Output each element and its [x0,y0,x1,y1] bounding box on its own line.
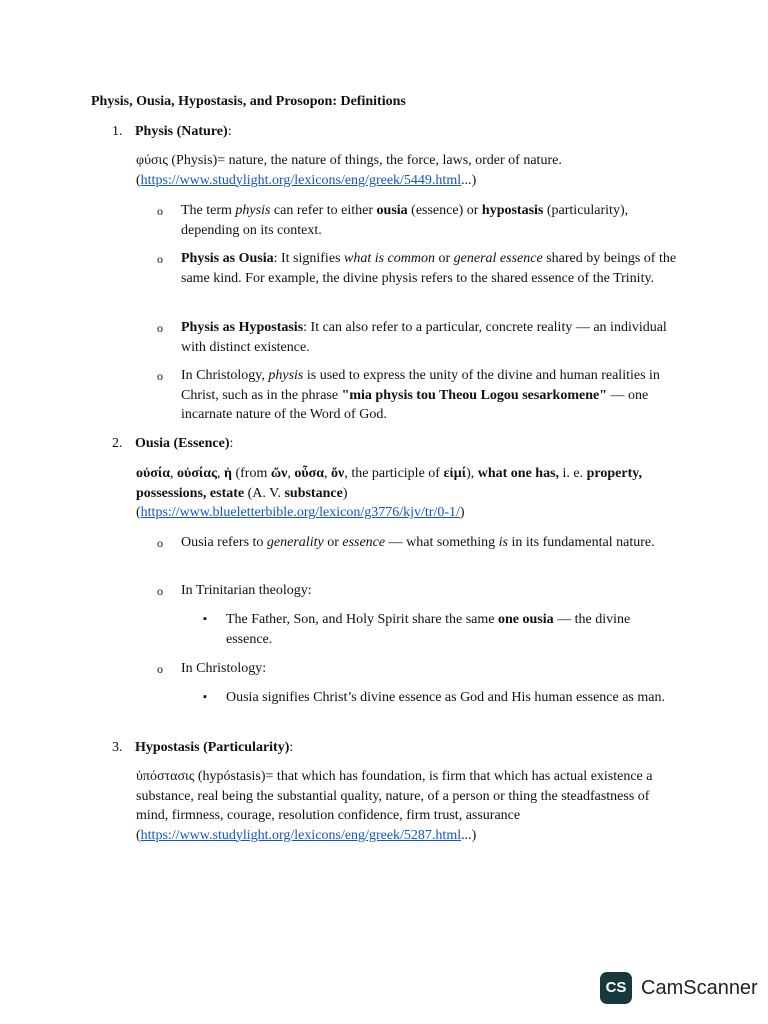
section-number: 3. [112,740,123,755]
blueletterbible-link-g3776[interactable]: https://www.blueletterbible.org/lexicon/g3776/kjv/tr/0-1/ [140,505,460,520]
circle-bullet-icon: o [157,369,163,383]
circle-bullet-icon: o [157,662,163,676]
document-page: Physis, Ousia, Hypostasis, and Prosopon: Definitions 1. Physis (Nature): φύσις (Physis)= nature, the nature of things, the force, laws, order of nature. (https://www.studylight.org/lexicons/eng/greek/5449.html...) o The term physis can refer to either ousia (essence) or hypostasis (particularity), depending on its context. o Physis as Ousia: It signifies what is common or general essence shared by beings of the same kind. For example, the divine physis refers to the shared essence of the Trinity. o Physis as Hypostasis: It can also refer to a particular, concrete reality — an individual with distinct existence. o In Christology, physis is used to express the unity of the divine and human realities in Christ, such as in the phrase "mia physis tou Theou Logou sesarkomene" — one incarnate nature of the Word of God. 2. Ousia (Essence): οὐσία, οὐσίας, ἡ (from ὤν, οὖσα, ὄν, the participle of εἰμί), what one has, i. e. property, possessions, estate (A. V. substance) (https://www.blueletterbible.org/lexicon/g3776/kjv/tr/0-1/) o Ousia refers to generality or essence — what something is in its fundamental nature. o In Trinitarian theology: ▪ The Father, Son, and Holy Spirit share the same one ousia — the divine essence. o In Christology: ▪ Ousia signifies Christ’s divine essence as God and His human essence as man. 3. Hypostasis (Particularity): ὑπόστασις (hypóstasis)= that which has foundation, is firm that which has actual existence a substance, real being the substantial quality, nature, of a person or thing the steadfastness of mind, firmness, courage, resolution confidence, firm trust, assurance (https://www.studylight.org/lexicons/eng/greek/5287.html...) CS CamScanner [0,0,768,1024]
greek-term: ὑπόστασις [136,769,195,784]
section-number: 1. [112,124,123,139]
square-bullet-icon: ▪ [203,691,207,703]
square-bullet-icon: ▪ [203,613,207,625]
studylight-link-5287[interactable]: https://www.studylight.org/lexicons/eng/greek/5287.html [140,827,462,843]
circle-bullet-icon: o [157,204,163,218]
physis-definition: φύσις (Physis)= nature, the nature of things, the force, laws, order of nature. (https://www.studylight.org/lexicons/eng/greek/5449.html...) [136,153,562,188]
section-title: Ousia (Essence) [135,436,230,451]
ousia-definition: οὐσία, οὐσίας, ἡ (from ὤν, οὖσα, ὄν, the participle of εἰμί), what one has, i. e. property, possessions, estate (A. V. substance) (https://www.blueletterbible.org/lexicon/g3776/kjv/tr/0-1/) [136,466,642,520]
studylight-link-5449[interactable]: https://www.studylight.org/lexicons/eng/greek/5449.html [140,172,462,188]
circle-bullet-icon: o [157,252,163,266]
circle-bullet-icon: o [157,321,163,335]
camscanner-logo-icon: CS [600,972,632,1004]
circle-bullet-icon: o [157,536,163,550]
section-heading-physis: 1. Physis (Nature): [112,122,232,142]
page-title: Physis, Ousia, Hypostasis, and Prosopon: Definitions [91,94,406,109]
section-number: 2. [112,436,123,451]
section-heading-hypostasis: 3. Hypostasis (Particularity): [112,738,293,758]
section-title: Physis (Nature) [135,124,228,139]
greek-term: φύσις [136,153,168,168]
section-title: Hypostasis (Particularity) [135,740,290,755]
circle-bullet-icon: o [157,584,163,598]
section-heading-ousia: 2. Ousia (Essence): [112,434,233,454]
hypostasis-definition: ὑπόστασις (hypóstasis)= that which has foundation, is firm that which has actual existence a substance, real being the substantial quality, nature, of a person or thing the steadfastness of mind, firmness, courage, resolution confidence, firm trust, assurance (https://www.studylight.org/lexicons/eng/greek/5287.html...) [136,769,653,843]
camscanner-watermark: CamScanner [641,977,758,999]
